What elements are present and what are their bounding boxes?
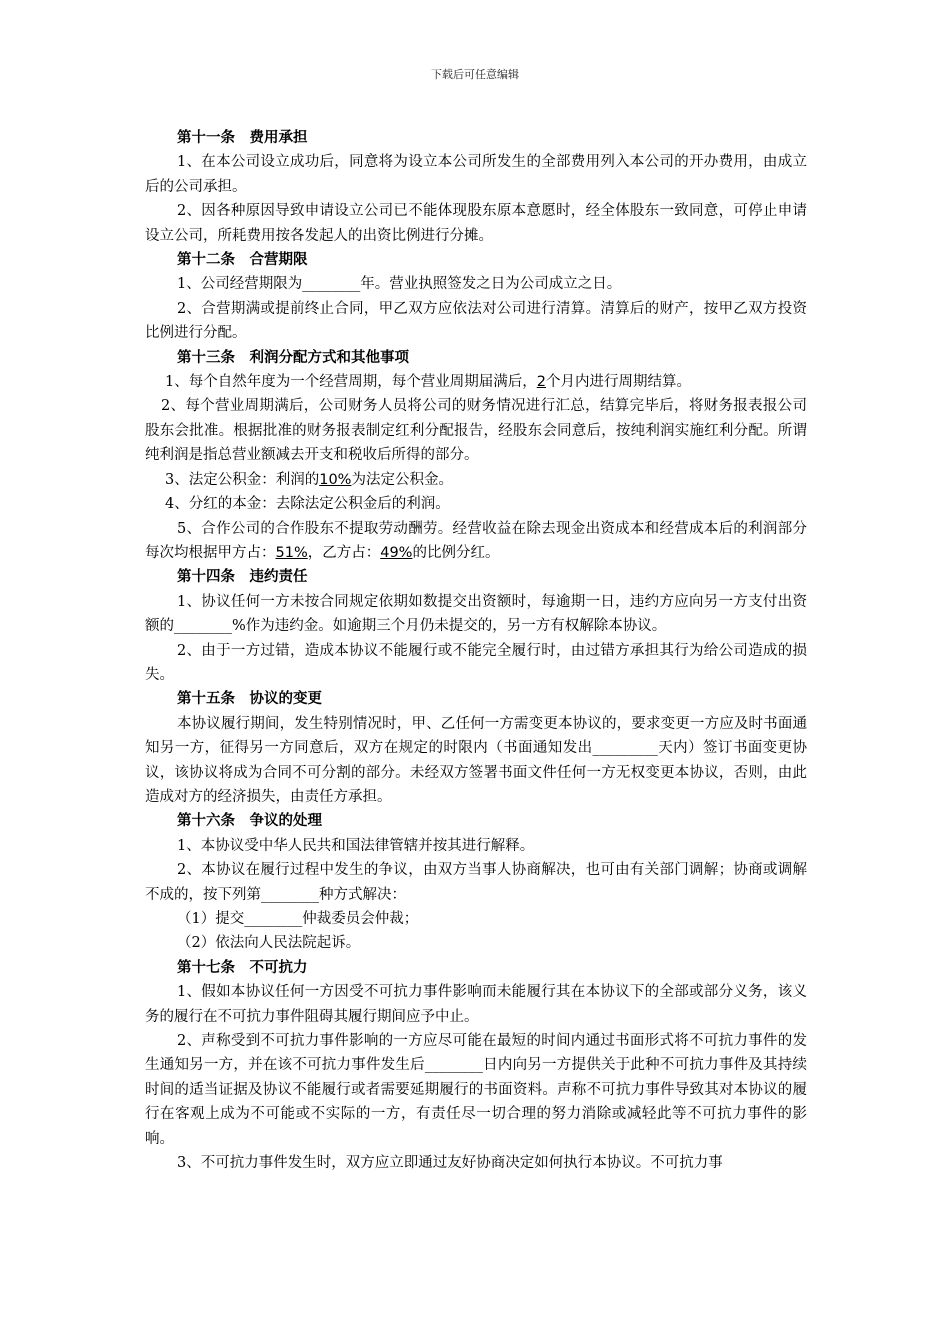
article-13-para-5 <box>145 517 807 566</box>
article-15-para-1: 本协议履行期间，发生特别情况时，甲、乙任何一方需变更本协议的，要求变更一方应及时书面通知另一方，征得另一方同意后，双方在规定的时限内（书面通知发出_________天内）签订书面变更协议，该协议将成为合同不可分割的部分。未经双方签署书面文件任何一方无权变更本协议，否则，由此造成对方的经济损失，由责任方承担。 <box>145 715 807 805</box>
article-17-title: 第十七条 不可抗力 <box>177 958 308 976</box>
page-header: 下载后可任意编辑 <box>431 68 519 81</box>
settlement-months: 2 <box>536 374 546 391</box>
article-13-title: 第十三条 利润分配方式和其他事项 <box>177 348 409 366</box>
article-11-title: 第十一条 费用承担 <box>177 129 308 146</box>
article-17-para-3: 3、不可抗力事件发生时，双方应立即通过友好协商决定如何执行本协议。不可抗力事 <box>177 1155 723 1172</box>
article-16-para-2: 2、本协议在履行过程中发生的争议，由双方当事人协商解决，也可由有关部门调解；协商或调解不成的，按下列第________种方式解决： <box>145 862 807 903</box>
text: 个月内进行周期结算。 <box>545 374 691 391</box>
article-16-para-1: 1、本协议受中华人民共和国法律管辖并按其进行解释。 <box>177 837 535 854</box>
text: 5、合作公司的合作股东不提取劳动酬劳。经营收益在除去现金出资成本和经营成本后的利润部分每次均根据甲方占： <box>145 520 807 561</box>
text: 1、每个自然年度为一个经营周期，每个营业周期届满后， <box>165 374 537 391</box>
text: ，乙方占： <box>307 544 381 561</box>
article-14-para-1: 1、协议任何一方未按合同规定依期如数提交出资额时，每逾期一日，违约方应向另一方支付出资额的________%作为违约金。如逾期三个月仍未提交的，另一方有权解除本协议。 <box>145 593 807 635</box>
document-body <box>145 126 807 1175</box>
party-b-share: 49% <box>380 544 413 561</box>
article-14-para-2: 2、由于一方过错，造成本协议不能履行或不能完全履行时，由过错方承担其行为给公司造成的损失。 <box>145 642 807 683</box>
party-a-share: 51% <box>275 544 308 561</box>
article-11-para-1: 1、在本公司设立成功后，同意将为设立本公司所发生的全部费用列入本公司的开办费用，由成立后的公司承担。 <box>145 154 807 195</box>
article-12-para-1: 1、公司经营期限为________年。营业执照签发之日为公司成立之日。 <box>177 276 622 293</box>
article-13-para-1 <box>145 370 807 394</box>
article-12-title: 第十二条 合营期限 <box>177 251 308 269</box>
article-17-para-2: 2、声称受到不可抗力事件影响的一方应尽可能在最短的时间内通过书面形式将不可抗力事件的发生通知另一方，并在该不可抗力事件发生后________日内向另一方提供关于此种不可抗力事件及其持续时间的适当证据及协议不能履行或者需要延期履行的书面资料。声称不可抗力事件导致其对本协议的履行在客观上成为不可能或不实际的一方，有责任尽一切合理的努力消除或减轻此等不可抗力事件的影响。 <box>145 1033 807 1147</box>
article-13-para-4: 4、分红的本金：去除法定公积金后的利润。 <box>165 496 450 513</box>
article-12-para-2: 2、合营期满或提前终止合同，甲乙双方应依法对公司进行清算。清算后的财产，按甲乙双方投资比例进行分配。 <box>145 300 807 342</box>
text: 的比例分红。 <box>412 544 500 561</box>
article-17-para-1: 1、假如本协议任何一方因受不可抗力事件影响而未能履行其在本协议下的全部或部分义务，该义务的履行在不可抗力事件阻碍其履行期间应予中止。 <box>145 984 807 1025</box>
article-13-para-3 <box>145 468 807 492</box>
article-16-option-2: （2）依法向人民法院起诉。 <box>177 935 361 952</box>
text: 为法定公积金。 <box>351 471 453 488</box>
text: 3、法定公积金：利润的 <box>165 471 320 488</box>
article-15-title: 第十五条 协议的变更 <box>177 690 322 708</box>
article-16-option-1: （1）提交________仲裁委员会仲裁； <box>177 911 419 927</box>
article-16-title: 第十六条 争议的处理 <box>177 812 322 830</box>
reserve-percent: 10% <box>319 471 352 488</box>
article-13-para-2: 2、每个营业周期满后，公司财务人员将公司的财务情况进行汇总，结算完毕后，将财务报表报公司股东会批准。根据批准的财务报表制定红利分配报告，经股东会同意后，按纯利润实施红利分配。所谓纯利润是指总营业额减去开支和税收后所得的部分。 <box>145 398 807 464</box>
article-11-para-2: 2、因各种原因导致申请设立公司已不能体现股东原本意愿时，经全体股东一致同意，可停止申请设立公司，所耗费用按各发起人的出资比例进行分摊。 <box>145 203 807 244</box>
article-14-title: 第十四条 违约责任 <box>177 568 308 586</box>
